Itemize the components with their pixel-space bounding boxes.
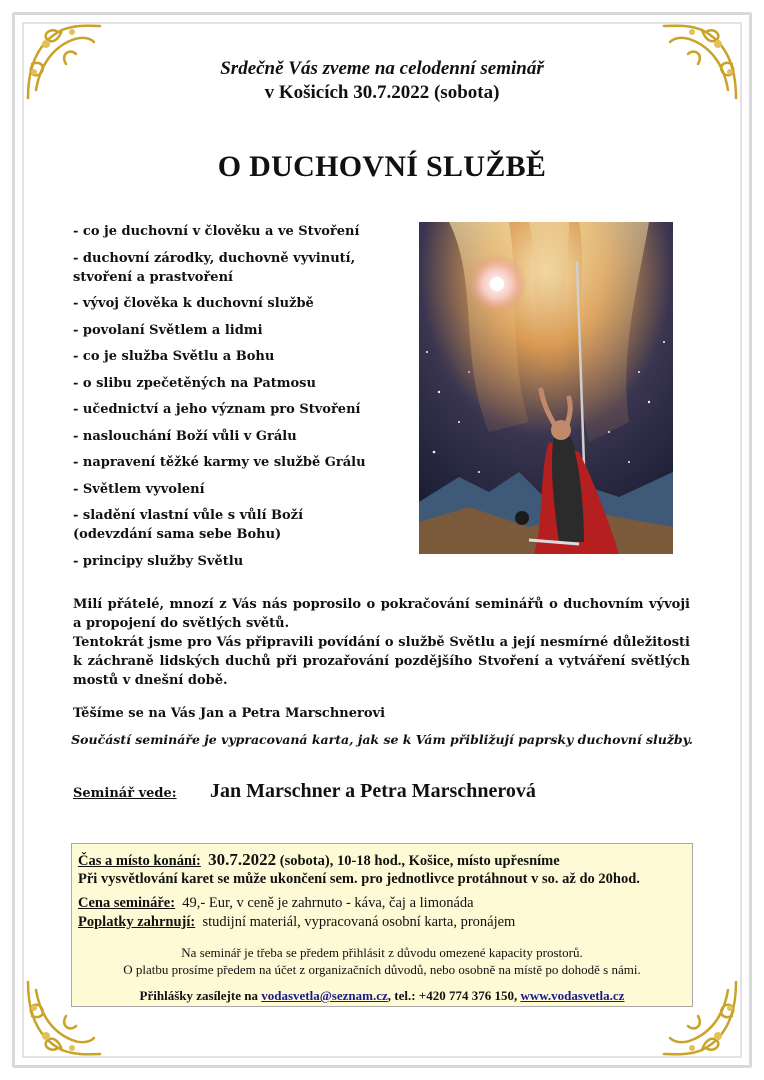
info-price-text: 49,- Eur, v ceně je zahrnuto - káva, čaj a limonáda <box>182 895 474 911</box>
topic-item: - principy služby Světlu <box>73 553 244 569</box>
topic-item: - Světlem vyvolení <box>73 481 205 497</box>
info-payment-note: O platbu prosíme předem na účet z organizačních důvodů, nebo osobně na místě po dohodě s námi. <box>123 962 641 977</box>
topic-item: - povolaní Světlem a lidmi <box>73 322 263 338</box>
seminar-note: Součástí semináře je vypracovaná karta, jak se k Vám přibližují paprsky duchovní služby. <box>71 732 693 747</box>
topic-item: - co je služba Světlu a Bohu <box>73 349 275 364</box>
greeting: Těšíme se na Vás Jan a Petra Marschnerovi <box>73 706 386 721</box>
contact-phone: , tel.: +420 774 376 150, <box>387 988 518 1003</box>
info-box <box>71 843 693 1007</box>
info-fees-label: Poplatky zahrnují: <box>78 914 196 930</box>
info-fees-row <box>78 913 515 932</box>
topic-item: - co je duchovní v člověku a ve Stvoření <box>73 224 360 239</box>
topic-item: - učednictví a jeho význam pro Stvoření <box>73 402 361 417</box>
contact-prefix: Přihlášky zasílejte na <box>139 988 258 1003</box>
website-link[interactable]: www.vodasvetla.cz <box>520 988 625 1003</box>
info-date: 30.7.2022 <box>208 850 277 869</box>
invitation-line-2: v Košicích 30.7.2022 (sobota) <box>264 82 500 103</box>
email-link[interactable]: vodasvetla@seznam.cz <box>261 988 388 1003</box>
topic-item: - napravení těžké karmy ve službě Grálu <box>73 455 366 470</box>
info-extension: Při vysvětlování karet se může ukončení sem. pro jednotlivce protáhnout v so. až do 20hod. <box>78 871 640 887</box>
intro-paragraph-2: Tentokrát jsme pro Vás připravili povídání o službě Světlu a její nesmírné důležitosti k záchraně lidských duchů při prozařování pozdějšího Stvoření a vytváření světlých mostů v dnešní době. <box>73 635 690 688</box>
invitation-line-1: Srdečně Vás zveme na celodenní seminář <box>220 58 544 79</box>
topic-item: - duchovní zárodky, duchovně vyvinutí, stvoření a prastvoření <box>73 250 356 285</box>
info-registration-note: Na seminář je třeba se předem přihlásit z důvodu omezené kapacity prostorů. <box>181 945 583 960</box>
page-title: O DUCHOVNÍ SLUŽBĚ <box>217 150 547 183</box>
info-contact-row <box>72 987 692 1004</box>
intro-paragraph-1: Milí přátelé, mnozí z Vás nás poprosilo o pokračování seminářů o duchovním vývoji a propojení do světlých světů. <box>73 597 690 631</box>
leader-label: Seminář vede: <box>73 786 177 801</box>
topic-item: - o slibu zpečetěných na Patmosu <box>73 375 316 391</box>
info-fees-text: studijní materiál, vypracovaná osobní karta, pronájem <box>202 914 516 930</box>
topic-item: - vývoj člověka k duchovní službě <box>73 296 314 311</box>
info-time-label: Čas a místo konání: <box>78 853 201 869</box>
topic-item: - sladění vlastní vůle s vůlí Boží (odevzdání sama sebe Bohu) <box>73 508 304 542</box>
info-time-row <box>78 850 560 871</box>
topic-list <box>73 222 393 578</box>
info-price-row <box>78 894 474 913</box>
info-time-rest: (sobota), 10-18 hod., Košice, místo upřesníme <box>279 853 560 869</box>
leader-names: Jan Marschner a Petra Marschnerová <box>210 780 536 802</box>
topic-item: - naslouchání Boží vůli v Grálu <box>73 428 297 444</box>
knight-painting <box>419 222 673 554</box>
info-price-label: Cena semináře: <box>78 895 176 911</box>
